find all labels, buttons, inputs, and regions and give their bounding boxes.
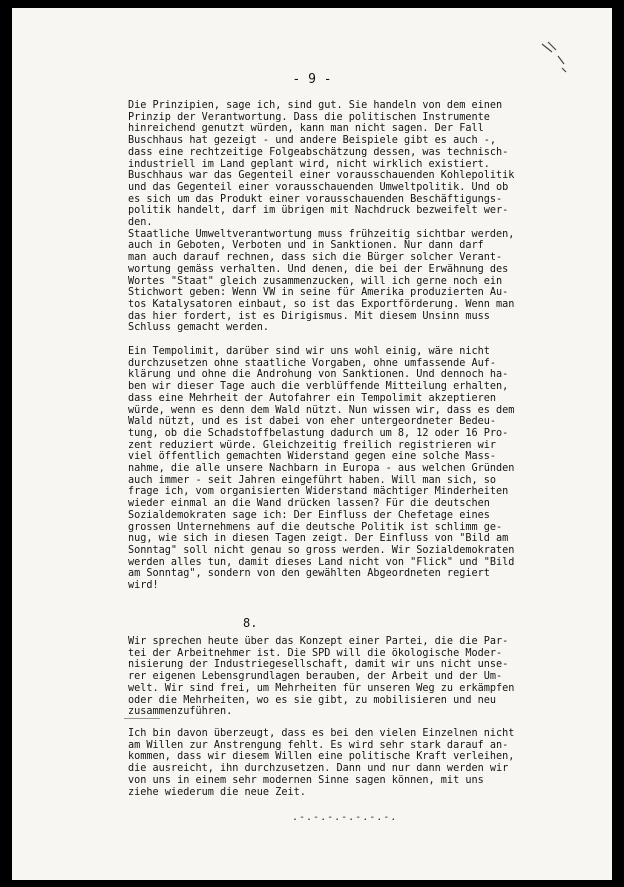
text-line: würde, wenn es denn dem Wald nützt. Nun wissen wir, dass es dem [128, 404, 515, 416]
text-line: zusammenzuführen. [128, 706, 233, 718]
text-line: Buschhaus hat gezeigt - und andere Beispiele gibt es auch -, [128, 135, 497, 147]
text-line: Wir sprechen heute über das Konzept einer Partei, die die Par- [128, 636, 509, 647]
text-line: tos Katalysatoren einbaut, so ist das Exportförderung. Wenn man [128, 298, 515, 310]
paragraph-principles [128, 100, 564, 334]
text-line: zent reduziert würde. Gleichzeitig freilich registrieren wir [128, 439, 497, 451]
text-line: 8. [243, 616, 258, 630]
text-line: auch in Geboten, Verboten und in Sanktionen. Nur dann darf [128, 240, 484, 252]
paragraph-conclusion [128, 728, 564, 798]
text-line: es sich um das Produkt einer vorausschauenden Beschäftigungs- [128, 193, 503, 205]
text-line: von uns in einem sehr modernen Sinne sagen können, mit uns [128, 774, 484, 786]
paragraph-tempolimit [128, 346, 564, 592]
text-line: nisierung der Industriegesellschaft, damit wir uns nicht unse- [128, 659, 509, 671]
text-line: politik handelt, darf im übrigen mit Nachdruck bezweifelt wer- [128, 205, 509, 217]
text-line: wird! [128, 580, 159, 592]
text-line: wieder einmal an die Wand drücken lassen? Für die deutschen [128, 498, 490, 510]
text-line: am Sonntag", sondern von den gewählten Abgeordneten regiert [128, 568, 490, 580]
document-page [12, 8, 612, 880]
text-line: industriell im Land geplant wird, nicht wirklich existiert. [128, 158, 490, 170]
text-line: oder die Mehrheiten, wo es sie gibt, zu mobilisieren und neu [128, 694, 497, 706]
text-line: dass eine Mehrheit der Autofahrer ein Tempolimit akzeptieren [128, 392, 497, 404]
text-line: viel öffentlich gemachten Widerstand gegen eine solche Mass- [128, 451, 497, 463]
text-line: dass eine rechtzeitige Folgeabschätzung dessen, was technisch- [128, 146, 509, 158]
text-line: ben wir dieser Tage auch die verblüffende Mitteilung erhalten, [128, 381, 509, 393]
text-line: kommen, dass wir diesem Willen eine politische Kraft verleihen, [128, 751, 515, 763]
paragraph-spd-concept [128, 636, 564, 718]
text-line: durchzusetzen ohne staatliche Vorgaben, ohne umfassende Auf- [128, 357, 497, 369]
text-line: nahme, die alle unsere Nachbarn in Europa - aus welchen Gründen [128, 463, 515, 475]
text-line: und das Gegenteil einer vorausschauenden Umweltpolitik. Und ob [128, 181, 509, 193]
text-line: tei der Arbeitnehmer ist. Die SPD will die ökologische Moder- [128, 647, 503, 659]
closing-separator: .-.-.-.-.-.-.-. [292, 812, 398, 823]
text-line: Wald nützt, und es ist dabei von eher untergeordneter Bedeu- [128, 416, 497, 428]
text-line: Sozialdemokraten sage ich: Der Einfluss der Chefetage eines [128, 509, 490, 521]
text-line: den. [128, 217, 153, 229]
text-line: frage ich, vom organisierten Widerstand mächtiger Minderheiten [128, 486, 509, 498]
text-line: grossen Unternehmens auf die deutsche Politik ist schlimm ge- [128, 521, 503, 533]
page-number: - 9 - [292, 72, 332, 87]
text-line: Buschhaus war das Gegenteil einer vorausschauenden Kohlepolitik [128, 170, 515, 182]
text-line: rer eigenen Lebensgrundlagen berauben, der Arbeit und der Um- [128, 671, 503, 683]
section-heading [243, 618, 283, 630]
text-line: Staatliche Umweltverantwortung muss frühzeitig sichtbar werden, [128, 228, 515, 240]
stray-dash [124, 718, 160, 719]
text-line: am Willen zur Anstrengung fehlt. Es wird sehr stark darauf an- [128, 739, 509, 751]
text-line: Sonntag" soll nicht genau so gross werden. Wir Sozialdemokraten [128, 544, 515, 556]
text-line: ziehe wiederum die neue Zeit. [128, 786, 306, 798]
text-line: die ausreicht, ihn durchzusetzen. Dann und nur dann werden wir [128, 763, 509, 775]
text-line: nug, wie sich in diesen Tagen zeigt. Der Einfluss von "Bild am [128, 533, 509, 545]
text-line: Ein Tempolimit, darüber sind wir uns wohl einig, wäre nicht [128, 346, 490, 357]
text-line: Schluss gemacht werden. [128, 322, 270, 334]
text-line: welt. Wir sind frei, um Mehrheiten für unseren Weg zu erkämpfen [128, 682, 515, 694]
text-line: das hier fordert, ist es Dirigismus. Mit diesem Unsinn muss [128, 310, 490, 322]
text-line: hinreichend genutzt würden, kann man nicht sagen. Der Fall [128, 123, 484, 135]
text-line: klärung und ohne die Androhung von Sanktionen. Und dennoch ha- [128, 369, 509, 381]
text-line: wortung gemäss verhalten. Und denen, die bei der Erwähnung des [128, 263, 509, 275]
text-line: werden alles tun, damit dieses Land nicht von "Flick" und "Bild [128, 556, 515, 568]
text-line: Stichwort geben: Wenn VW in seine für Amerika produzierten Au- [128, 287, 509, 299]
text-line: Ich bin davon überzeugt, dass es bei den vielen Einzelnen nicht [128, 728, 515, 739]
text-line: tung, ob die Schadstoffbelastung dadurch um 8, 12 oder 16 Pro- [128, 427, 509, 439]
text-line: Die Prinzipien, sage ich, sind gut. Sie handeln von dem einen [128, 100, 503, 111]
text-line: Wortes "Staat" gleich zusammenzucken, will ich gerne noch ein [128, 275, 503, 287]
text-line: man auch darauf rechnen, dass sich die Bürger solcher Verant- [128, 252, 503, 264]
text-line: Prinzip der Verantwortung. Dass die politischen Instrumente [128, 111, 490, 123]
text-line: auch immer - seit Jahren eingeführt haben. Will man sich, so [128, 474, 497, 486]
